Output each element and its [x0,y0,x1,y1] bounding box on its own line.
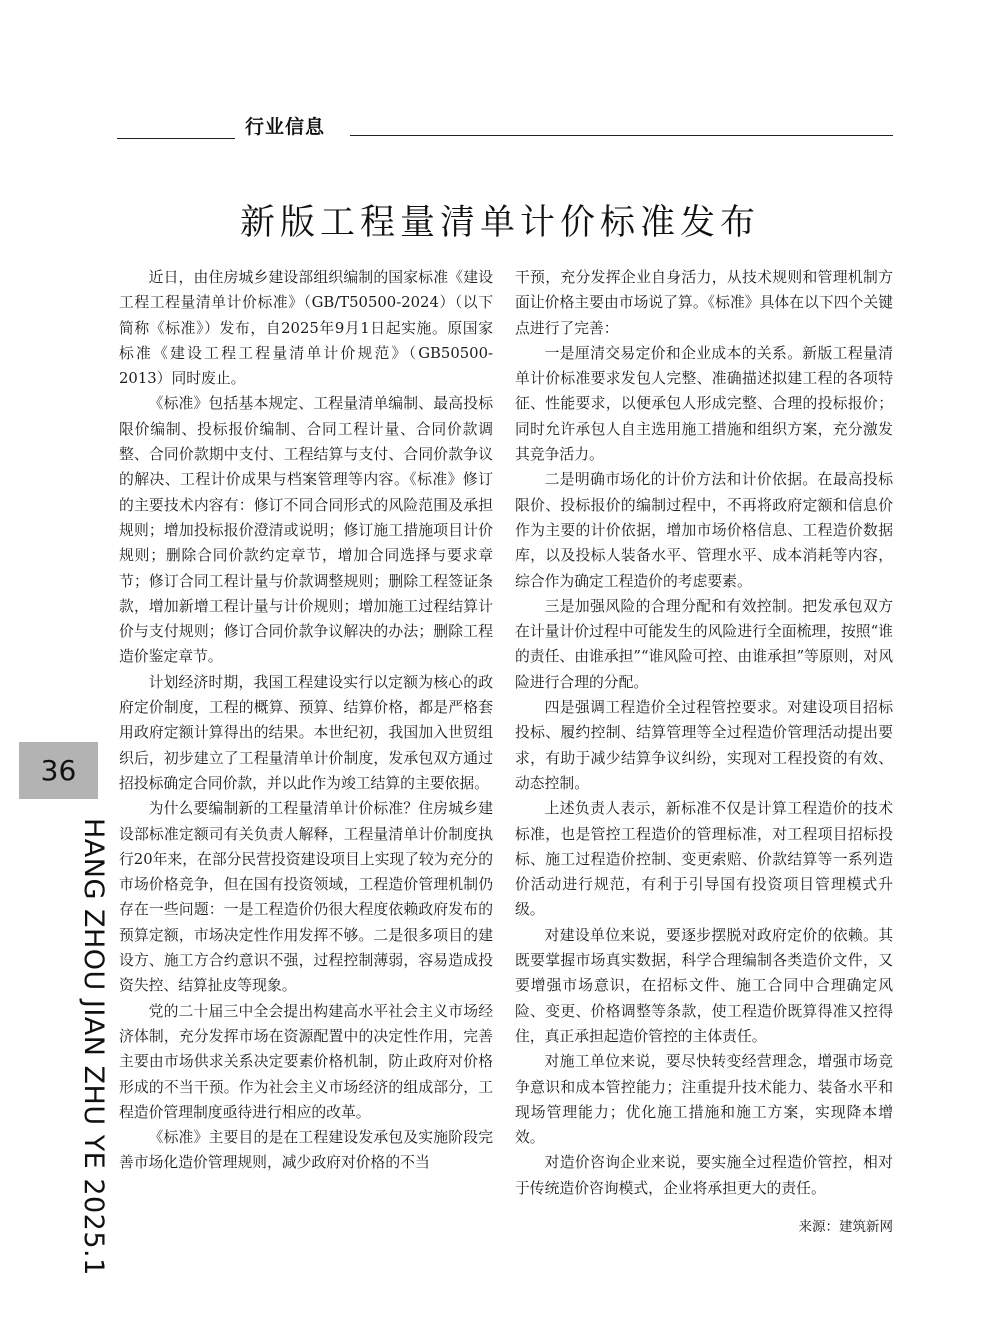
section-label: 行业信息 [245,116,326,138]
paragraph: 对建设单位来说，要逐步摆脱对政府定价的依赖。其既要掌握市场真实数据，科学合理编制各类造价文件，又要增强市场意识，在招标文件、施工合同中合理确定风险、变更、价格调整等条款，使工程造价既算得准又控得住，真正承担起造价管控的主体责任。 [515,926,893,1045]
article-title: 新版工程量清单计价标准发布 [239,203,760,243]
paragraph-continued: 干预，充分发挥企业自身活力，从技术规则和管理机制方面让价格主要由市场说了算。《标准》具体在以下四个关键点进行了完善： [515,269,893,337]
paragraph: 四是强调工程造价全过程管控要求。对建设项目招标投标、履约控制、结算管理等全过程造价管理活动提出要求，有助于减少结算争议纠纷，实现对工程投资的有效、动态控制。 [515,699,893,792]
article-left-column [119,265,493,1176]
page-number-tab [19,742,98,799]
paragraph: 党的二十届三中全会提出构建高水平社会主义市场经济体制，充分发挥市场在资源配置中的决定性作用，完善主要由市场供求关系决定要素价格机制，防止政府对价格形成的不当干预。作为社会主义市场经济的组成部分，工程造价管理制度亟待进行相应的改革。 [119,1002,493,1121]
paragraph: 二是明确市场化的计价方法和计价依据。在最高投标限价、投标报价的编制过程中，不再将政府定额和信息价作为主要的计价依据，增加市场价格信息、工程造价数据库，以及投标人装备水平、管理水平、成本消耗等内容，综合作为确定工程造价的考虑要素。 [515,471,893,590]
header-rule-left [117,138,235,139]
paragraph: 三是加强风险的合理分配和有效控制。把发承包双方在计量计价过程中可能发生的风险进行全面梳理，按照“谁的责任、由谁承担”“谁风险可控、由谁承担”等原则，对风险进行合理的分配。 [515,597,893,691]
article-right-column [515,265,893,1201]
page-number: 36 [40,754,77,787]
journal-name: HANG ZHOU JIAN ZHU YE 2025.1 [78,818,109,1276]
paragraph: 《标准》主要目的是在工程建设发承包及实施阶段完善市场化造价管理规则，减少政府对价格的不当 [119,1129,493,1172]
paragraph: 对造价咨询企业来说，要实施全过程造价管控，相对于传统造价咨询模式，企业将承担更大的责任。 [515,1154,893,1197]
paragraph: 为什么要编制新的工程量清单计价标准？住房城乡建设部标准定额司有关负责人解释，工程量清单计价制度执行20年来，在部分民营投资建设项目上实现了较为充分的市场价格竞争，但在国有投资领域，工程造价管理机制仍存在一些问题：一是工程造价仍很大程度依赖政府发布的预算定额，市场决定性作用发挥不够。二是很多项目的建设方、施工方合约意识不强，过程控制薄弱，容易造成投资失控、结算扯皮等现象。 [119,800,493,995]
paragraph: 一是厘清交易定价和企业成本的关系。新版工程量清单计价标准要求发包人完整、准确描述拟建工程的各项特征、性能要求，以便承包人形成完整、合理的投标报价；同时允许承包人自主选用施工措施和组织方案，充分激发其竞争活力。 [515,344,893,464]
paragraph: 上述负责人表示，新标准不仅是计算工程造价的技术标准，也是管控工程造价的管理标准，对工程项目招标投标、施工过程造价控制、变更索赔、价款结算等一系列造价活动进行规范，有利于引导国有投资项目管理模式升级。 [515,800,893,919]
paragraph: 计划经济时期，我国工程建设实行以定额为核心的政府定价制度，工程的概算、预算、结算价格，都是严格套用政府定额计算得出的结果。本世纪初，我国加入世贸组织后，初步建立了工程量清单计价制度，发承包双方通过招投标确定合同价款，并以此作为竣工结算的主要依据。 [119,673,493,792]
paragraph: 《标准》包括基本规定、工程量清单编制、最高投标限价编制、投标报价编制、合同工程计量、合同价款调整、合同价款期中支付、工程结算与支付、合同价款争议的解决、工程计价成果与档案管理等内容。《标准》修订的主要技术内容有：修订不同合同形式的风险范围及承担规则；增加投标报价澄清或说明；修订施工措施项目计价规则；删除合同价款约定章节，增加合同选择与要求章节；修订合同工程计量与价款调整规则；删除工程签证条款，增加新增工程计量与计价规则；增加施工过程结算计价与支付规则；修订合同价款争议解决的办法；删除工程造价鉴定章节。 [119,395,493,666]
paragraph: 近日，由住房城乡建设部组织编制的国家标准《建设工程工程量清单计价标准》（GB/T50500-2024）（以下简称《标准》）发布，自2025年9月1日起实施。原国家标准《建设工程工程量清单计价规范》（GB50500-2013）同时废止。 [119,269,493,388]
article-source: 来源：建筑新网 [798,1219,893,1235]
paragraph: 对施工单位来说，要尽快转变经营理念，增强市场竞争意识和成本管控能力；注重提升技术能力、装备水平和现场管理能力；优化施工措施和施工方案，实现降本增效。 [515,1053,893,1147]
header-rule-right [350,135,893,136]
